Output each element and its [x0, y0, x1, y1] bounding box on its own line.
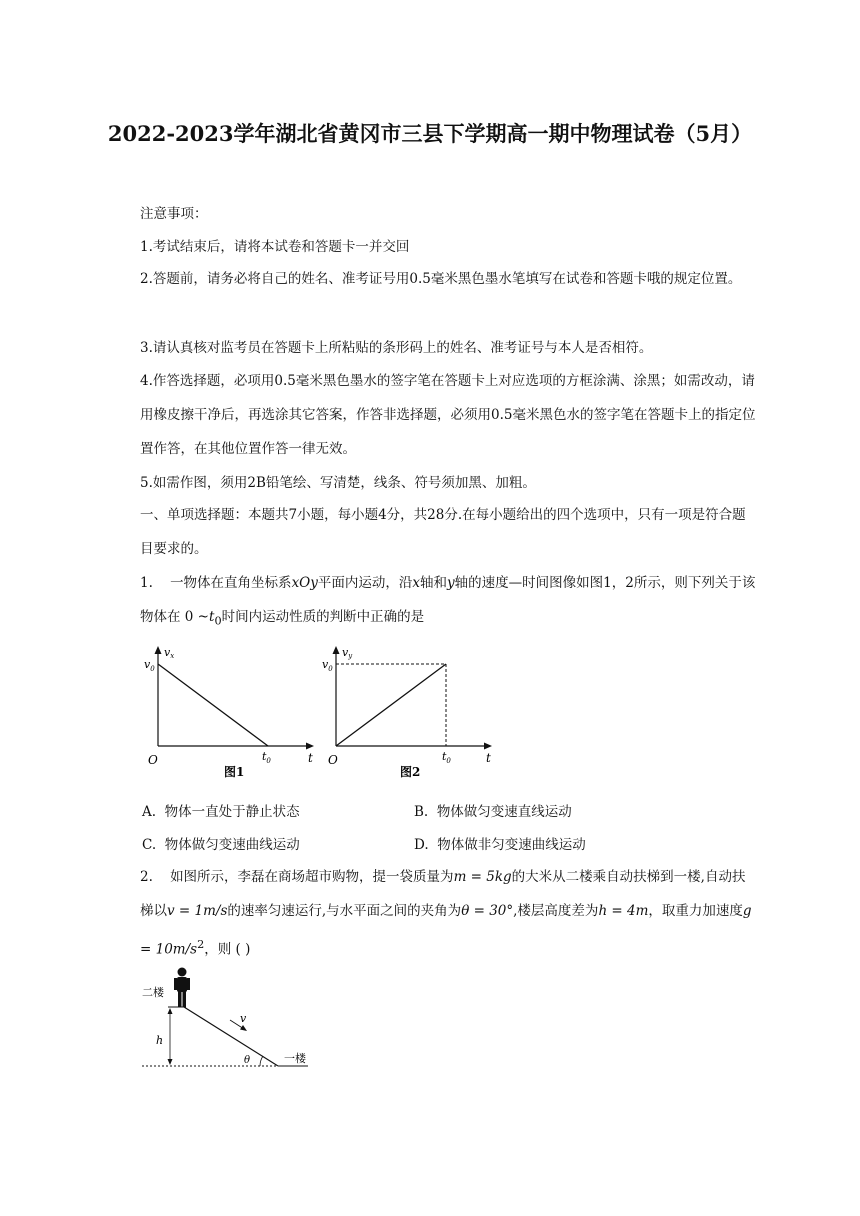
page-title: 2022-2023学年湖北省黄冈市三县下学期高一期中物理试卷（5月） [107, 121, 753, 146]
x-axis-arrow [306, 743, 314, 750]
lower-floor-label: 一楼 [284, 1052, 306, 1065]
math-sup: 2 [197, 938, 205, 951]
q1-option-d[interactable] [414, 833, 586, 853]
x-tick-label: $t_0$ [442, 750, 451, 765]
question-1 [140, 566, 756, 639]
question-text: 轴和 [420, 575, 447, 591]
option-key: B. [414, 804, 429, 820]
option-key: C. [142, 837, 157, 853]
notice-item-4: 4.作答选择题，必项用0.5毫米黑色墨水的签字笔在答题卡上对应选项的方框涂满、涂黑；如需改动，请用橡皮擦干净后，再选涂其它答案，作答非选择题，必须用0.5毫米黑色水的签字笔在答题卡上的指定位置作答，在其他位置作答一律无效。 [140, 373, 756, 457]
y-tick-label: $v_0$ [322, 658, 333, 673]
question-text: 的大米从二楼乘自动扶梯到一楼,自动扶梯以 [140, 869, 746, 919]
question-text: ,楼层高度差为 [513, 903, 599, 919]
y-axis-arrow [333, 646, 340, 654]
option-key: A. [142, 804, 157, 820]
figure-1-vx-graph [140, 640, 320, 780]
y-axis-arrow [155, 646, 162, 654]
x-axis-label: t [486, 751, 491, 765]
option-text: 物体做匀变速直线运动 [436, 804, 572, 820]
option-text: 物体做匀变速曲线运动 [164, 837, 300, 853]
notice-item-5: 5.如需作图，须用2B铅笔绘、写清楚，线条、符号须加黑、加粗。 [140, 475, 536, 491]
question-text: 如图所示，李磊在商场超市购物，提一袋质量为 [170, 869, 454, 885]
upper-floor-label: 二楼 [142, 986, 164, 999]
question-text: 的速率匀速运行,与水平面之间的夹角为 [227, 903, 462, 919]
question-text: 时间内运动性质的判断中正确的是 [221, 609, 425, 625]
option-key: D. [414, 837, 429, 853]
math-var: xOy [291, 575, 318, 591]
question-text: 一物体在直角坐标系 [170, 575, 292, 591]
velocity-label: v [240, 1012, 247, 1025]
vx-line [158, 664, 268, 746]
question-text: 轴的速度—时间图像如图1，2所示，则下列关于该物体在 [140, 575, 756, 625]
notice-item-3: 3.请认真核对监考员在答题卡上所粘贴的条形码上的姓名、准考证号与本人是否相符。 [140, 340, 653, 356]
y-tick-label: $v_0$ [144, 658, 155, 673]
figure-caption: 图1 [224, 765, 245, 779]
math-var: y [447, 575, 455, 591]
math-expr: h = 4m [598, 903, 649, 919]
question-text: ，取重力加速度 [648, 903, 743, 919]
math-var: x [412, 575, 420, 591]
y-axis-label: vx [164, 646, 175, 660]
height-label: h [156, 1034, 164, 1047]
vy-line [336, 664, 446, 746]
angle-label: θ [244, 1055, 251, 1066]
option-text: 物体一直处于静止状态 [164, 804, 300, 820]
math-range: 0 ~ [184, 609, 209, 625]
question-number: 1. [140, 575, 153, 591]
question-text: ，则 ( ) [204, 941, 251, 958]
origin-label: O [328, 753, 338, 767]
height-arrow-bottom [168, 1059, 173, 1065]
angle-arc [260, 1056, 263, 1066]
option-text: 物体做非匀变速曲线运动 [437, 837, 586, 853]
math-expr: g = 10m/s [140, 903, 752, 958]
notice-heading: 注意事项： [140, 206, 208, 222]
question-text: 平面内运动，沿 [317, 575, 413, 591]
math-expr: θ = 30° [461, 903, 514, 919]
notice-item-1: 1.考试结束后，请将本试卷和答题卡一并交回 [140, 239, 410, 255]
escalator-line [184, 1007, 278, 1066]
x-axis-label: t [308, 751, 313, 765]
question-2 [140, 860, 756, 967]
math-sub: 0 [214, 614, 222, 628]
x-tick-label: $t_0$ [262, 750, 271, 765]
person-icon [174, 968, 190, 1008]
figure-2-vy-graph [318, 640, 498, 780]
q1-option-b[interactable] [414, 800, 572, 820]
origin-label: O [148, 753, 158, 767]
x-axis-arrow [484, 743, 492, 750]
math-var: t [209, 609, 215, 625]
q1-option-c[interactable] [142, 833, 300, 853]
height-arrow-top [168, 1008, 173, 1014]
escalator-figure [140, 962, 320, 1074]
question-number: 2. [140, 869, 153, 885]
velocity-arrowhead [240, 1025, 247, 1031]
q1-option-a[interactable] [142, 800, 300, 820]
math-expr: v = 1m/s [167, 903, 228, 919]
y-axis-label: vy [342, 646, 353, 660]
notice-item-2: 2.答题前，请务必将自己的姓名、准考证号用0.5毫米黑色墨水笔填写在试卷和答题卡哦的规定位置。 [140, 271, 742, 287]
section-1-heading: 一、单项选择题：本题共7小题，每小题4分，共28分.在每小题给出的四个选项中，只有一项是符合题目要求的。 [140, 507, 746, 557]
math-expr: m = 5kg [453, 869, 512, 885]
figure-caption: 图2 [400, 765, 421, 779]
